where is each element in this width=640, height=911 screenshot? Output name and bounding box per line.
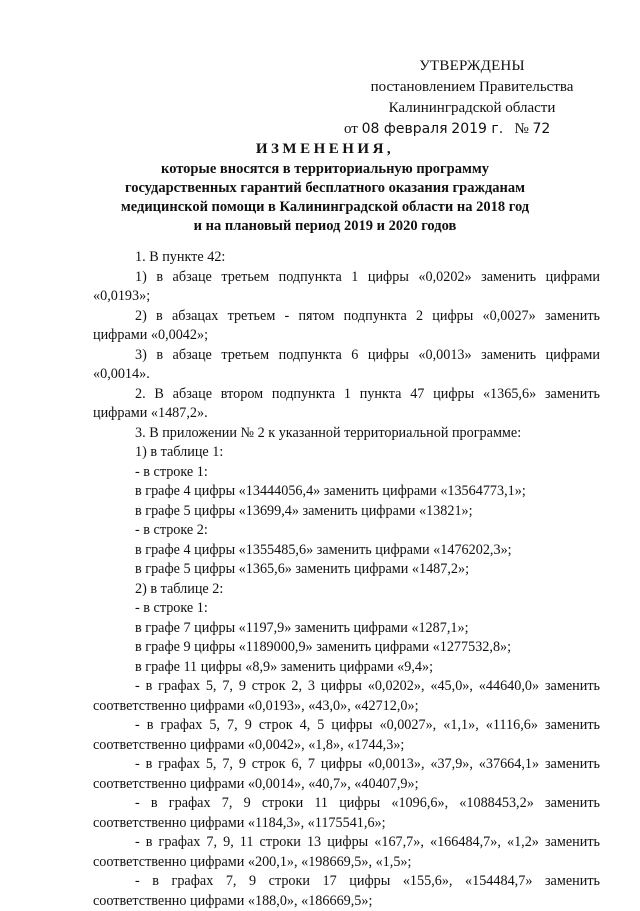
list-item-line: соответственно цифрами «0,0042», «1,8», «1744,3»; (93, 736, 600, 756)
list-item: в графе 9 цифры «1189000,9» заменить цифрами «1277532,8»; (93, 638, 600, 658)
approval-dateline (332, 119, 612, 140)
approval-region: Калининградской области (332, 98, 612, 119)
title-line: государственных гарантий бесплатного оказания гражданам (90, 179, 560, 198)
number-sign: № (514, 121, 528, 137)
list-item: - в строке 1: (93, 599, 600, 619)
document-title: ИЗМЕНЕНИЯ, (90, 140, 560, 159)
title-line: медицинской помощи в Калининградской области на 2018 год (90, 198, 560, 217)
list-item-line: - в графах 5, 7, 9 строк 6, 7 цифры «0,0013», «37,9», «37664,1» заменить (93, 755, 600, 775)
document-body (93, 248, 600, 911)
list-item: в графе 4 цифры «13444056,4» заменить цифрами «13564773,1»; (93, 482, 600, 502)
list-item: 1) в таблице 1: (93, 443, 600, 463)
list-item-line: соответственно цифрами «200,1», «198669,5», «1,5»; (93, 853, 600, 873)
paragraph-2-line: цифрами «1487,2». (93, 404, 600, 424)
paragraph-1-1-line: 1) в абзаце третьем подпункта 1 цифры «0,0202» заменить цифрами (93, 268, 600, 288)
date-value: 08 февраля (362, 121, 448, 137)
paragraph-2-line: 2. В абзаце втором подпункта 1 пункта 47 цифры «1365,6» заменить (93, 385, 600, 405)
paragraph-1-3-line: «0,0014». (93, 365, 600, 385)
list-item-line: соответственно цифрами «0,0014», «40,7», «40407,9»; (93, 775, 600, 795)
list-item: в графе 5 цифры «13699,4» заменить цифрами «13821»; (93, 502, 600, 522)
list-item-line: - в графах 7, 9, 11 строки 13 цифры «167,7», «166484,7», «1,2» заменить (93, 833, 600, 853)
approval-block (332, 56, 612, 140)
paragraph-1-1-line: «0,0193»; (93, 287, 600, 307)
list-item: - в строке 2: (93, 521, 600, 541)
date-prefix: от (344, 121, 358, 137)
approval-heading: УТВЕРЖДЕНЫ (332, 56, 612, 77)
document-heading (90, 140, 560, 236)
list-item-line: - в графах 5, 7, 9 строк 2, 3 цифры «0,0202», «45,0», «44640,0» заменить (93, 677, 600, 697)
paragraph-3: 3. В приложении № 2 к указанной территориальной программе: (93, 424, 600, 444)
list-item: 2) в таблице 2: (93, 580, 600, 600)
title-line: и на плановый период 2019 и 2020 годов (90, 217, 560, 236)
title-line: которые вносятся в территориальную программу (90, 160, 560, 179)
list-item: в графе 5 цифры «1365,6» заменить цифрами «1487,2»; (93, 560, 600, 580)
list-item-line: - в графах 7, 9 строки 17 цифры «155,6», «154484,7» заменить (93, 872, 600, 892)
list-item: в графе 7 цифры «1197,9» заменить цифрами «1287,1»; (93, 619, 600, 639)
list-item: в графе 11 цифры «8,9» заменить цифрами «9,4»; (93, 658, 600, 678)
list-item-line: - в графах 7, 9 строки 11 цифры «1096,6», «1088453,2» заменить (93, 794, 600, 814)
paragraph-1-2-line: цифрами «0,0042»; (93, 326, 600, 346)
paragraph-1-2-line: 2) в абзацах третьем - пятом подпункта 2 цифры «0,0027» заменить (93, 307, 600, 327)
list-item-line: соответственно цифрами «188,0», «186669,5»; (93, 892, 600, 911)
list-item-line: - в графах 5, 7, 9 строк 4, 5 цифры «0,0027», «1,1», «1116,6» заменить (93, 716, 600, 736)
list-item: в графе 4 цифры «1355485,6» заменить цифрами «1476202,3»; (93, 541, 600, 561)
list-item-line: соответственно цифрами «1184,3», «1175541,6»; (93, 814, 600, 834)
paragraph-1: 1. В пункте 42: (93, 248, 600, 268)
document-number: 72 (533, 121, 551, 137)
date-year: 2019 г. (451, 121, 503, 137)
list-item: - в строке 1: (93, 463, 600, 483)
list-item-line: соответственно цифрами «0,0193», «43,0», «42712,0»; (93, 697, 600, 717)
approval-resolution: постановлением Правительства (332, 77, 612, 98)
paragraph-1-3-line: 3) в абзаце третьем подпункта 6 цифры «0,0013» заменить цифрами (93, 346, 600, 366)
